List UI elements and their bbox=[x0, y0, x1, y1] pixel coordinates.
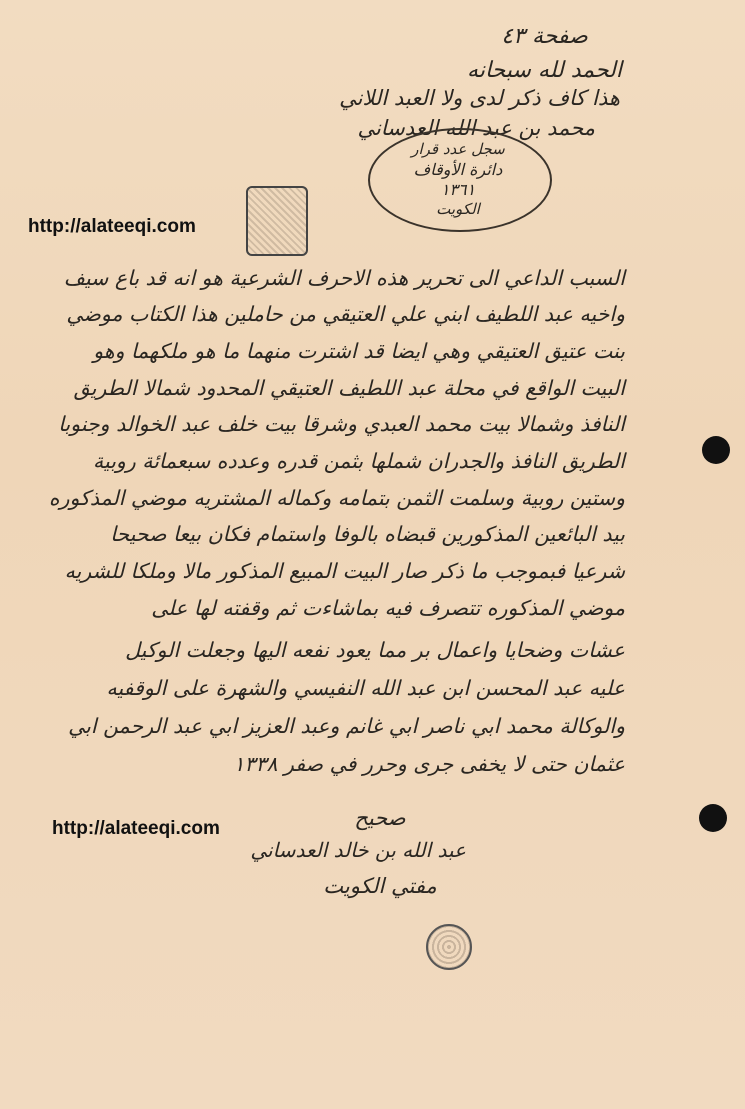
praise-line: الحمد لله سبحانه bbox=[467, 58, 622, 83]
round-seal-icon bbox=[426, 924, 472, 970]
body-line: شرعيا فبموجب ما ذكر صار البيت المبيع المذكور مالا وملكا للشريه bbox=[64, 559, 625, 583]
page-number: ٤٣ bbox=[501, 24, 525, 49]
watermark-url-top: http://alateeqi.com bbox=[28, 216, 196, 237]
stamp-place: الكويت bbox=[436, 200, 480, 218]
body-line: موضي المذكوره تتصرف فيه بماشاءت ثم وقفته لها على bbox=[151, 596, 625, 620]
body-line: النافذ وشمالا بيت محمد العبدي وشرقا بيت خلف عبد الخوالد وجنوبا bbox=[58, 412, 625, 436]
binder-hole-icon bbox=[699, 804, 727, 832]
signature-line-2: عبد الله بن خالد العدساني bbox=[250, 838, 466, 862]
body-line: عشات وضحايا واعمال بر مما يعود نفعه اليها وجعلت الوكيل bbox=[125, 638, 625, 662]
signature-line-1: صحيح bbox=[354, 806, 406, 830]
body-line: بيد البائعين المذكورين قبضاه بالوفا واستمام فكان بيعا صحيحا bbox=[110, 522, 625, 546]
body-line: عليه عبد المحسن ابن عبد الله النفيسي والشهرة على الوقفيه bbox=[106, 676, 625, 700]
stamp-line-1: سجل عدد قرار bbox=[411, 140, 505, 158]
body-line: الطريق النافذ والجدران شملها بثمن قدره وعدده سبعمائة روبية bbox=[93, 449, 625, 473]
stamp-line-2: دائرة الأوقاف bbox=[413, 160, 503, 179]
body-line: واخيه عبد اللطيف ابني علي العتيقي من حاملين هذا الكتاب موضي bbox=[66, 302, 625, 326]
header-line-2: محمد بن عبد الله العدساني bbox=[357, 116, 595, 140]
binder-hole-icon bbox=[702, 436, 730, 464]
page-header bbox=[467, 20, 622, 88]
body-line: البيت الواقع في محلة عبد اللطيف العتيقي المحدود شمالا الطريق bbox=[73, 376, 625, 400]
signature-line-3: مفتي الكويت bbox=[323, 874, 437, 898]
square-seal-icon bbox=[246, 186, 308, 256]
page-label: صفحة bbox=[531, 24, 588, 49]
body-line: عثمان حتى لا يخفى جرى وحرر في صفر ١٣٣٨ bbox=[233, 752, 625, 776]
watermark-url-bottom: http://alateeqi.com bbox=[52, 818, 220, 839]
body-line: بنت عتيق العتيقي وهي ايضا قد اشترت منهما ما هو ملكهما وهو bbox=[93, 339, 625, 363]
header-line-1: هذا كاف ذكر لدى ولا العبد اللاني bbox=[339, 86, 620, 110]
body-line: والوكالة محمد ابي ناصر ابي غانم وعبد العزيز ابي عبد الرحمن ابي bbox=[68, 714, 625, 738]
stamp-number: ١٣٦١ bbox=[440, 180, 476, 199]
body-line: وستين روبية وسلمت الثمن بتمامه وكماله المشتريه موضي المذكوره bbox=[48, 486, 625, 510]
body-line: السبب الداعي الى تحرير هذه الاحرف الشرعية هو انه قد باع سيف bbox=[63, 266, 625, 290]
